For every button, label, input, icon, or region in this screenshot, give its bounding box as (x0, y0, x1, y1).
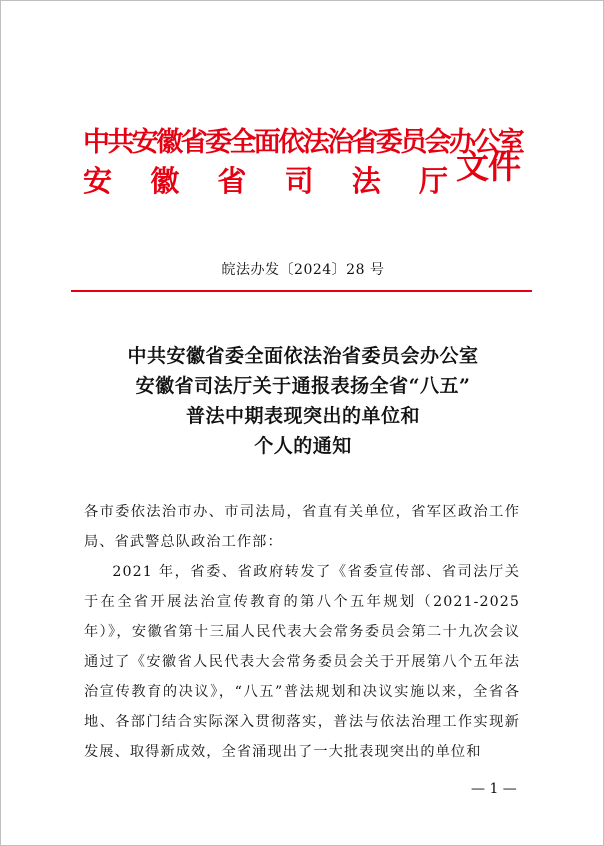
issuer-line-1: 中共安徽省委全面依法治省委员会办公室 (83, 127, 523, 158)
title-line: 个人的通知 (254, 435, 352, 457)
document-number: 皖法办发〔2024〕28 号 (221, 262, 385, 278)
recipients-paragraph: 各市委依法治市办、市司法局，省直有关单位，省军区政治工作局、省武警总队政治工作部： (84, 504, 520, 550)
document-suffix: 文件 (456, 147, 520, 186)
title-line: 普法中期表现突出的单位和 (185, 405, 420, 427)
issuer-char: 徽 (150, 164, 180, 198)
issuer-char: 司 (284, 164, 314, 198)
body-paragraph: 2021 年，省委、省政府转发了《省委宣传部、省司法厅关于在全省开展法治宣传教育的第八个五年规划（2021-2025 年）》，安徽省第十三届人民代表大会常务委员会第二十九次会议通过了《安徽省人民代表大会常务委员会关于开展第八个五年法治宣传教育的决议》，“八五”普法规划和决议实施以来，全省各地、各部门结合实际深入贯彻落实，普法与依法治理工作实现新发展、取得新成效，全省涌现出了一大批表现突出的单位和 (84, 564, 520, 760)
title-line: 安徽省司法厅关于通报表扬全省“八五” (135, 375, 471, 397)
document-body (84, 497, 520, 767)
red-divider (71, 290, 532, 292)
title-line: 中共安徽省委全面依法治省委员会办公室 (127, 345, 479, 367)
document-title (1, 341, 604, 461)
issuer-char: 安 (83, 164, 113, 198)
issuer-char: 厅 (418, 164, 448, 198)
issuer-line-2 (83, 161, 448, 201)
issuer-char: 法 (351, 164, 381, 198)
page-number: — 1 — (471, 781, 517, 797)
issuer-char: 省 (217, 164, 247, 198)
